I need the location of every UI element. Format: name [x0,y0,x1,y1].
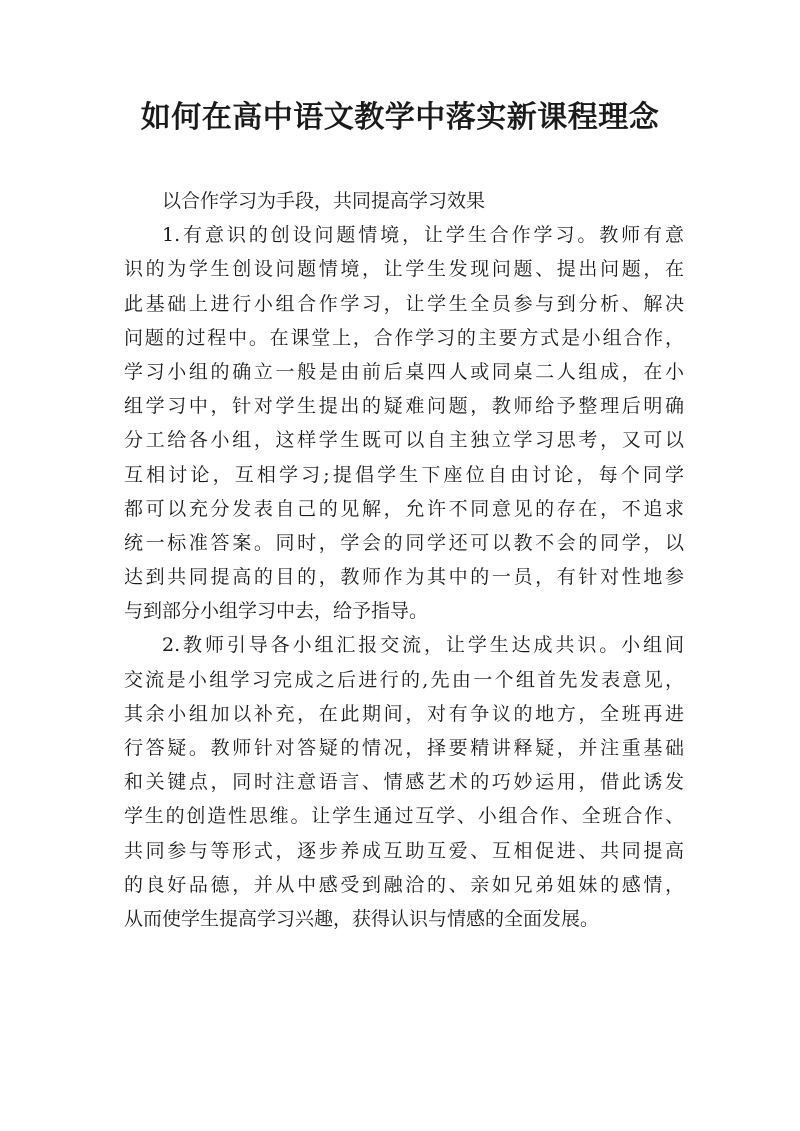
paragraph-line: 互相讨论，互相学习;提倡学生下座位自由讨论，每个同学 [124,463,684,486]
paragraph-line: 其余小组加以补充，在此期间，对有争议的地方，全班再进 [124,702,684,725]
paragraph-line: 与到部分小组学习中去，给予指导。 [124,600,429,623]
paragraph-line: 达到共同提高的目的，教师作为其中的一员，有针对性地参 [124,566,684,589]
paragraph-line: 识的为学生创设问题情境，让学生发现问题、提出问题，在 [124,258,684,281]
paragraph-line: 组学习中，针对学生提出的疑难问题，教师给予整理后明确 [124,395,684,418]
paragraph-line: 都可以充分发表自己的见解，允许不同意见的存在，不追求 [124,497,684,520]
paragraph-line: 学生的创造性思维。让学生通过互学、小组合作、全班合作、 [124,805,684,828]
paragraph-line: 从而使学生提高学习兴趣，获得认识与情感的全面发展。 [124,907,600,930]
paragraph-line: 的良好品德，并从中感受到融洽的、亲如兄弟姐妹的感情， [124,873,684,896]
document-title: 如何在高中语文教学中落实新课程理念 [140,100,660,135]
paragraph-line: 分工给各小组，这样学生既可以自主独立学习思考，又可以 [124,429,684,452]
paragraph-line: 统一标准答案。同时，学会的同学还可以教不会的同学，以 [124,531,684,554]
paragraph-line: 行答疑。教师针对答疑的情况，择要精讲释疑，并注重基础 [124,737,684,759]
paragraph-line: 问题的过程中。在课堂上，合作学习的主要方式是小组合作， [124,326,684,349]
document-body [124,184,684,936]
paragraph-line: 2.教师引导各小组汇报交流，让学生达成共识。小组间 [162,634,684,657]
paragraph-2 [124,628,684,936]
paragraph-line: 学习小组的确立一般是由前后桌四人或同桌二人组成，在小 [124,360,684,383]
paragraph-line: 和关键点，同时注意语言、情感艺术的巧妙运用，借此诱发 [124,771,684,794]
paragraph-line: 1.有意识的创设问题情境，让学生合作学习。教师有意 [162,224,684,247]
section-heading: 以合作学习为手段，共同提高学习效果 [162,190,486,212]
paragraph-line: 交流是小组学习完成之后进行的,先由一个组首先发表意见， [124,668,684,691]
paragraph-line: 共同参与等形式，逐步养成互助互爱、互相促进、共同提高 [124,839,684,862]
paragraph-1 [124,218,684,628]
paragraph-line: 此基础上进行小组合作学习，让学生全员参与到分析、解决 [124,292,684,315]
